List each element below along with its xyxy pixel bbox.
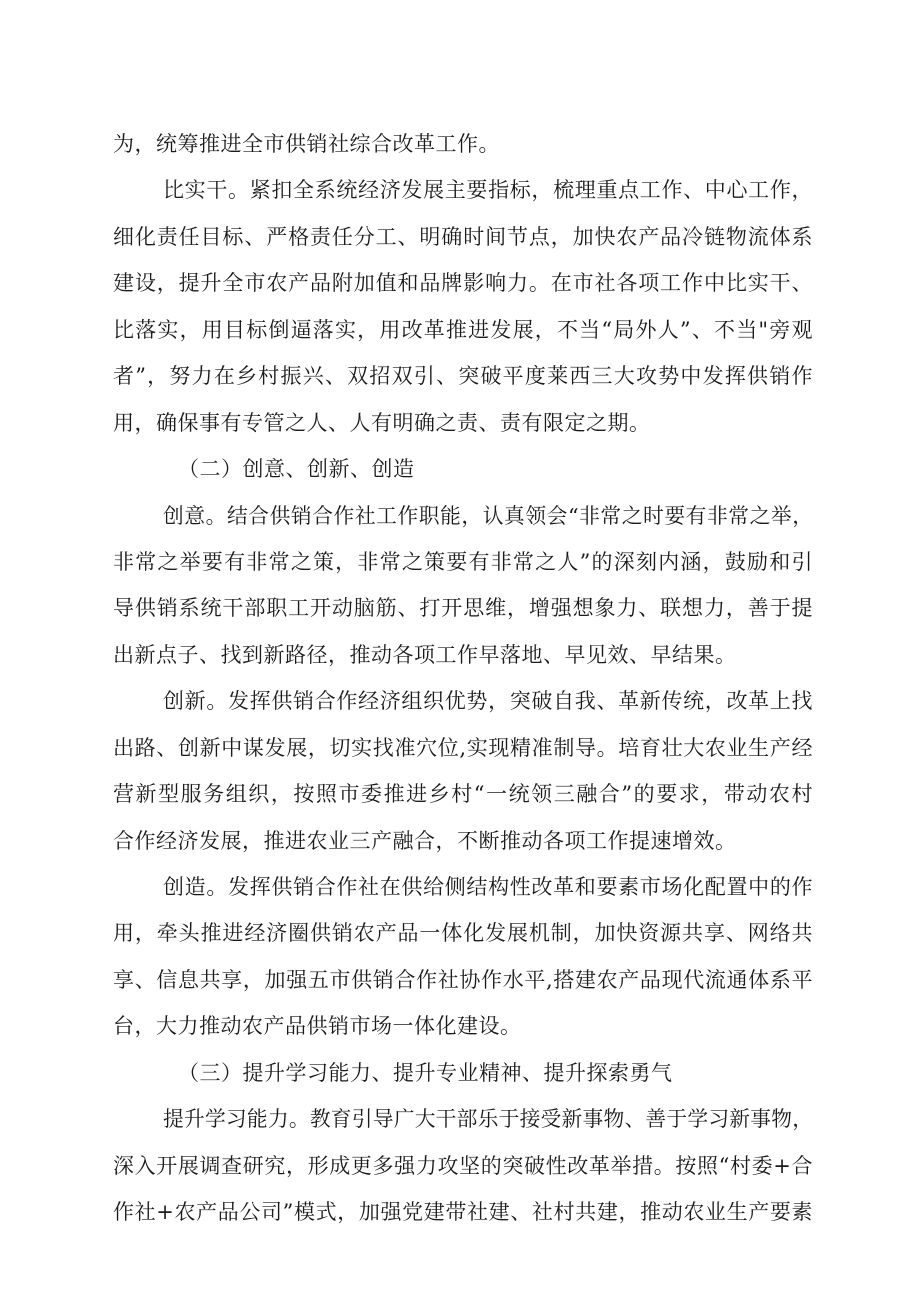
text-line: 细化责任目标、严格责任分工、明确时间节点，加快农产品冷链物流体系 <box>113 224 813 249</box>
section-heading: （二）创意、创新、创造 <box>178 457 415 482</box>
text-line: 享、信息共享，加强五市供销合作社协作水平,搭建农产品现代流通体系平 <box>113 967 813 992</box>
text-line: 导供销系统干部职工开动脑筋、打开思维，增强想象力、联想力，善于提 <box>113 596 813 621</box>
paragraph-first-line: 创意。结合供销合作社工作职能，认真领会“非常之时要有非常之举， <box>163 503 814 528</box>
text-line: 用，牵头推进经济圈供销农产品一体化发展机制，加快资源共享、网络共 <box>113 921 813 946</box>
text-line: 台，大力推动农产品供销市场一体化建设。 <box>113 1014 522 1039</box>
paragraph-first-line: 提升学习能力。教育引导广大干部乐于接受新事物、善于学习新事物， <box>163 1107 813 1132</box>
paragraph-first-line: 创造。发挥供销合作社在供给侧结构性改革和要素市场化配置中的作 <box>163 875 813 899</box>
text-line: 用，确保事有专管之人、人有明确之责、责有限定之期。 <box>113 410 651 435</box>
text-line: 非常之举要有非常之策，非常之策要有非常之人”的深刻内涵，鼓励和引 <box>113 549 813 574</box>
document-body <box>113 121 813 1236</box>
paragraph-first-line: 创新。发挥供销合作经济组织优势，突破自我、革新传统，改革上找 <box>163 689 813 714</box>
text-line: 建设，提升全市农产品附加值和品牌影响力。在市社各项工作中比实干、 <box>113 271 813 296</box>
text-line: 为，统筹推进全市供销社综合改革工作。 <box>113 132 500 156</box>
text-line: 者”，努力在乡村振兴、双招双引、突破平度莱西三大攻势中发挥供销作 <box>113 364 813 389</box>
text-line: 合作经济发展，推进农业三产融合，不断推动各项工作提速增效。 <box>113 828 737 853</box>
text-line: 深入开展调查研究，形成更多强力攻坚的突破性改革举措。按照“村委+合 <box>113 1153 813 1178</box>
section-heading: （三）提升学习能力、提升专业精神、提升探索勇气 <box>178 1060 673 1085</box>
text-line: 出路、创新中谋发展，切实找准穴位,实现精准制导。培育壮大农业生产经 <box>113 735 813 760</box>
text-line: 营新型服务组织，按照市委推进乡村“一统领三融合”的要求，带动农村 <box>113 782 813 807</box>
paragraph-first-line: 比实干。紧扣全系统经济发展主要指标，梳理重点工作、中心工作， <box>163 178 813 203</box>
text-line: 出新点子、找到新路径，推动各项工作早落地、早见效、早结果。 <box>113 642 737 667</box>
text-line: 作社+农产品公司”模式，加强党建带社建、社村共建，推动农业生产要素 <box>113 1200 813 1225</box>
text-line: 比落实，用目标倒逼落实，用改革推进发展，不当“局外人”、不当"旁观 <box>113 317 813 342</box>
